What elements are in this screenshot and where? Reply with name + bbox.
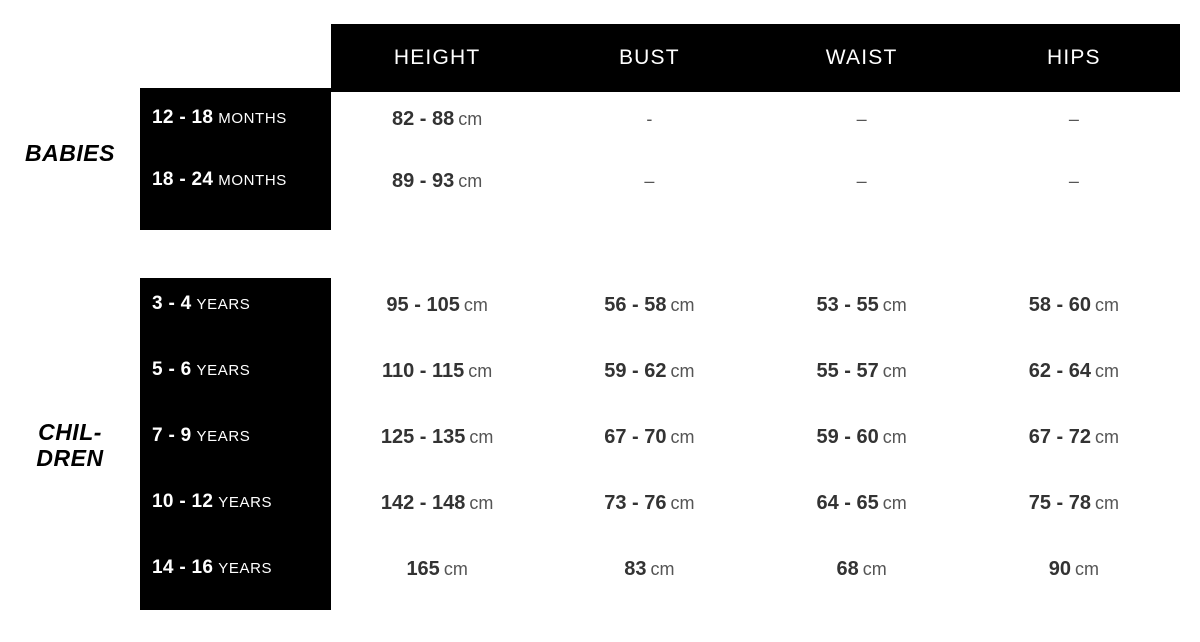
cell-unit: cm bbox=[670, 493, 695, 513]
cell-value: 90 bbox=[1048, 558, 1071, 580]
age-number: 10 - 12 bbox=[152, 491, 214, 512]
age-unit: YEARS bbox=[218, 494, 273, 511]
cell-unit: cm bbox=[882, 361, 907, 381]
group-label-children bbox=[0, 419, 140, 472]
cell-unit: cm bbox=[670, 427, 695, 447]
cell-value: – bbox=[856, 109, 867, 129]
cell-value: 110 - 115 bbox=[381, 360, 465, 382]
cell-bust bbox=[543, 426, 755, 449]
cell-height bbox=[331, 170, 543, 193]
cell-unit: cm bbox=[469, 493, 494, 513]
cell-height bbox=[331, 558, 543, 581]
cell-height bbox=[331, 426, 543, 449]
cell-value: – bbox=[856, 171, 867, 191]
age-number: 5 - 6 bbox=[152, 359, 192, 380]
cell-value: 55 - 57 bbox=[816, 360, 879, 382]
cell-value: – bbox=[644, 171, 655, 191]
cell-value: 56 - 58 bbox=[604, 294, 667, 316]
cell-bust bbox=[543, 109, 755, 130]
age-number: 7 - 9 bbox=[152, 425, 192, 446]
cell-unit: cm bbox=[469, 427, 494, 447]
age-label-5-6-years bbox=[152, 359, 331, 381]
cell-unit: cm bbox=[1095, 427, 1119, 447]
age-label-12-18-months bbox=[152, 107, 331, 129]
cell-value: 125 - 135 bbox=[380, 426, 466, 448]
column-header-hips: HIPS bbox=[1046, 46, 1101, 69]
cell-unit: cm bbox=[458, 171, 483, 191]
cell-unit: cm bbox=[882, 295, 907, 315]
cell-height bbox=[331, 360, 543, 383]
table-row-babies-18-24 bbox=[331, 170, 1180, 193]
age-unit: YEARS bbox=[196, 428, 251, 445]
cell-unit: cm bbox=[650, 559, 675, 579]
cell-unit: cm bbox=[1095, 493, 1119, 513]
cell-waist bbox=[756, 426, 968, 449]
table-header-row bbox=[331, 24, 1180, 92]
cell-unit: cm bbox=[1075, 559, 1099, 579]
cell-value: 67 - 72 bbox=[1028, 426, 1091, 448]
age-label-14-16-years bbox=[152, 557, 331, 579]
table-row-children-10-12 bbox=[331, 492, 1180, 515]
age-label-18-24-months bbox=[152, 169, 331, 191]
table-row-children-14-16 bbox=[331, 558, 1180, 581]
cell-unit: cm bbox=[670, 361, 695, 381]
cell-bust bbox=[543, 294, 755, 317]
cell-waist bbox=[756, 558, 968, 581]
column-header-waist: WAIST bbox=[825, 46, 898, 69]
column-header-height: HEIGHT bbox=[393, 46, 481, 69]
age-label-10-12-years bbox=[152, 491, 331, 513]
cell-height bbox=[331, 294, 543, 317]
cell-bust bbox=[543, 171, 755, 192]
cell-waist bbox=[756, 492, 968, 515]
cell-value: 165 bbox=[406, 558, 440, 580]
cell-value: 64 - 65 bbox=[816, 492, 879, 514]
cell-hips bbox=[968, 558, 1180, 581]
cell-waist bbox=[756, 294, 968, 317]
cell-value: 75 - 78 bbox=[1028, 492, 1091, 514]
cell-unit: cm bbox=[443, 559, 468, 579]
age-unit: MONTHS bbox=[218, 110, 287, 127]
age-number: 14 - 16 bbox=[152, 557, 214, 578]
table-row-babies-12-18 bbox=[331, 108, 1180, 131]
age-unit: YEARS bbox=[196, 296, 251, 313]
cell-value: 58 - 60 bbox=[1028, 294, 1091, 316]
cell-value: 59 - 60 bbox=[816, 426, 879, 448]
cell-value: 83 bbox=[624, 558, 647, 580]
group-label-babies: BABIES bbox=[25, 140, 115, 166]
cell-value: – bbox=[1068, 171, 1079, 191]
cell-value: 59 - 62 bbox=[604, 360, 667, 382]
cell-hips bbox=[968, 426, 1180, 449]
cell-value: – bbox=[1068, 109, 1079, 129]
age-label-7-9-years bbox=[152, 425, 331, 447]
cell-value: 82 - 88 bbox=[391, 108, 455, 130]
age-number: 3 - 4 bbox=[152, 293, 192, 314]
cell-unit: cm bbox=[1095, 361, 1119, 381]
cell-height bbox=[331, 108, 543, 131]
cell-bust bbox=[543, 492, 755, 515]
age-unit: MONTHS bbox=[218, 172, 287, 189]
column-header-bust: BUST bbox=[618, 46, 680, 69]
cell-hips bbox=[968, 360, 1180, 383]
cell-waist bbox=[756, 360, 968, 383]
cell-value: 89 - 93 bbox=[391, 170, 455, 192]
age-unit: YEARS bbox=[196, 362, 251, 379]
cell-hips bbox=[968, 492, 1180, 515]
cell-unit: cm bbox=[882, 427, 907, 447]
cell-value: - bbox=[646, 109, 653, 129]
age-number: 12 - 18 bbox=[152, 107, 214, 128]
cell-bust bbox=[543, 360, 755, 383]
cell-value: 73 - 76 bbox=[604, 492, 667, 514]
cell-value: 95 - 105 bbox=[386, 294, 460, 316]
age-unit: YEARS bbox=[218, 560, 273, 577]
age-label-3-4-years bbox=[152, 293, 331, 315]
cell-waist bbox=[756, 171, 968, 192]
cell-value: 142 - 148 bbox=[380, 492, 466, 514]
group-label-children-line1: CHIL- bbox=[38, 419, 102, 445]
cell-waist bbox=[756, 109, 968, 130]
cell-hips bbox=[968, 171, 1180, 192]
table-row-children-7-9 bbox=[331, 426, 1180, 449]
cell-unit: cm bbox=[458, 109, 483, 129]
table-row-children-3-4 bbox=[331, 294, 1180, 317]
cell-value: 68 bbox=[836, 558, 859, 580]
cell-hips bbox=[968, 109, 1180, 130]
cell-unit: cm bbox=[463, 295, 488, 315]
cell-unit: cm bbox=[670, 295, 695, 315]
age-number: 18 - 24 bbox=[152, 169, 214, 190]
cell-height bbox=[331, 492, 543, 515]
cell-value: 67 - 70 bbox=[604, 426, 667, 448]
cell-unit: cm bbox=[1095, 295, 1119, 315]
cell-hips bbox=[968, 294, 1180, 317]
group-label-children-line2: DREN bbox=[36, 445, 104, 472]
table-row-children-5-6 bbox=[331, 360, 1180, 383]
cell-value: 53 - 55 bbox=[816, 294, 879, 316]
cell-unit: cm bbox=[468, 361, 493, 381]
cell-value: 62 - 64 bbox=[1028, 360, 1091, 382]
cell-unit: cm bbox=[862, 559, 887, 579]
cell-bust bbox=[543, 558, 755, 581]
cell-unit: cm bbox=[882, 493, 907, 513]
